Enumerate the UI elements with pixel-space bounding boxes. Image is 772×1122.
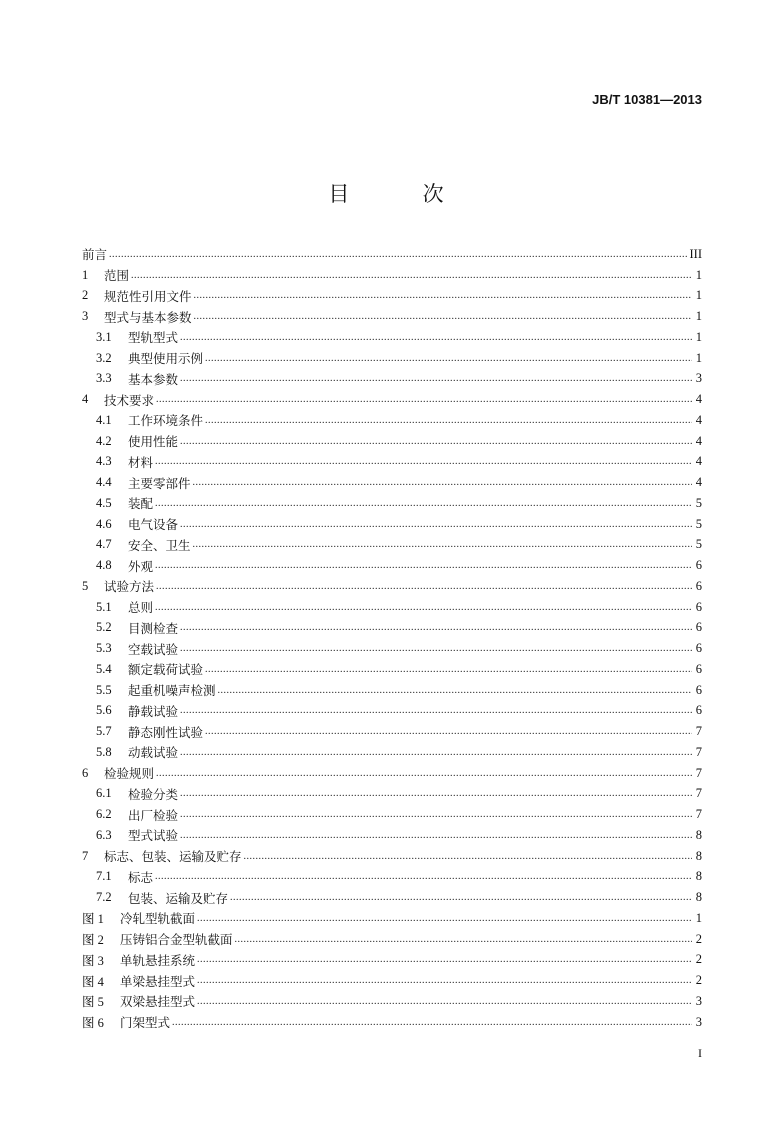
toc-entry[interactable] (82, 348, 702, 369)
dot-leader (180, 373, 692, 384)
dot-leader (131, 270, 692, 281)
toc-entry[interactable] (82, 493, 702, 514)
toc-entry-number: 5.7 (96, 724, 112, 739)
dot-leader (180, 788, 692, 799)
toc-entry-page: 1 (695, 288, 702, 303)
toc-entry-number: 6 (82, 765, 89, 780)
toc-entry[interactable] (82, 431, 702, 452)
toc-entry[interactable] (82, 846, 702, 867)
toc-entry-title: 规范性引用文件 (104, 289, 192, 304)
toc-entry-page: III (689, 246, 702, 261)
toc-entry-title: 型式与基本参数 (104, 310, 192, 325)
toc-entry-title: 工作环境条件 (128, 414, 204, 429)
toc-entry-page: 6 (695, 578, 702, 593)
toc-entry-title: 技术要求 (104, 393, 155, 408)
toc-entry-page: 7 (695, 724, 702, 739)
toc-entry-page: 3 (695, 993, 702, 1008)
toc-entry-page: 6 (695, 641, 702, 656)
toc-entry[interactable] (82, 763, 702, 784)
dot-leader (155, 871, 692, 882)
toc-entry-number: 5.8 (96, 744, 112, 759)
toc-entry[interactable] (82, 991, 702, 1012)
toc-entry[interactable] (82, 804, 702, 825)
toc-entry-title: 检验分类 (128, 787, 179, 802)
toc-entry-title: 出厂检验 (128, 808, 179, 823)
toc-entry-number: 4.2 (96, 433, 112, 448)
toc-entry-page: 8 (695, 869, 702, 884)
toc-entry-title: 安全、卫生 (128, 538, 191, 553)
toc-entry-title: 额定载荷试验 (128, 663, 204, 678)
dot-leader (205, 415, 692, 426)
toc-entry-page: 6 (695, 703, 702, 718)
dot-leader (244, 851, 692, 862)
toc-entry-number: 3.3 (96, 371, 112, 386)
dot-leader (109, 249, 687, 260)
toc-entry[interactable] (82, 1012, 702, 1033)
toc-entry[interactable] (82, 265, 702, 286)
toc-entry[interactable] (82, 597, 702, 618)
dot-leader (197, 954, 692, 965)
toc-entry-number: 5.5 (96, 682, 112, 697)
dot-leader (205, 353, 692, 364)
toc-entry-number: 图 2 (82, 933, 104, 948)
toc-entry[interactable] (82, 327, 702, 348)
table-of-contents (82, 244, 702, 1033)
dot-leader (172, 1017, 692, 1028)
toc-entry-title: 空载试验 (128, 642, 179, 657)
toc-entry-number: 3.1 (96, 329, 112, 344)
toc-entry-number: 图 5 (82, 995, 104, 1010)
toc-entry-number: 6.3 (96, 827, 112, 842)
dot-leader (155, 602, 692, 613)
toc-entry-title: 标志、包装、运输及贮存 (104, 850, 242, 865)
toc-entry-title: 起重机噪声检测 (128, 684, 216, 699)
toc-entry-page: 6 (695, 661, 702, 676)
toc-entry-page: 4 (695, 454, 702, 469)
toc-entry-page: 4 (695, 412, 702, 427)
toc-entry[interactable] (82, 950, 702, 971)
toc-entry-page: 4 (695, 475, 702, 490)
toc-entry[interactable] (82, 389, 702, 410)
toc-entry-page: 5 (695, 516, 702, 531)
toc-entry-number: 图 6 (82, 1016, 104, 1031)
toc-entry-number: 7 (82, 848, 89, 863)
toc-entry-page: 5 (695, 537, 702, 552)
toc-entry-page: 7 (695, 744, 702, 759)
toc-entry[interactable] (82, 929, 702, 950)
toc-entry[interactable] (82, 576, 702, 597)
dot-leader (180, 332, 692, 343)
toc-entry-number: 7.1 (96, 869, 112, 884)
toc-entry-number: 6.2 (96, 807, 112, 822)
toc-entry-title: 静态刚性试验 (128, 725, 204, 740)
toc-entry-number: 图 1 (82, 912, 104, 927)
toc-entry-title: 外观 (128, 559, 154, 574)
toc-entry-page: 7 (695, 765, 702, 780)
dot-leader (180, 622, 692, 633)
toc-entry[interactable] (82, 369, 702, 390)
dot-leader (205, 664, 692, 675)
dot-leader (155, 498, 692, 509)
toc-entry[interactable] (82, 286, 702, 307)
dot-leader (180, 705, 692, 716)
toc-entry-title: 总则 (128, 601, 154, 616)
toc-entry-title: 单梁悬挂型式 (120, 974, 196, 989)
toc-entry-title: 双梁悬挂型式 (120, 995, 196, 1010)
toc-entry-page: 6 (695, 558, 702, 573)
toc-entry-title: 单轨悬挂系统 (120, 953, 196, 968)
toc-entry-number: 5.4 (96, 661, 112, 676)
toc-entry[interactable] (82, 244, 702, 265)
toc-entry-title: 型式试验 (128, 829, 179, 844)
dot-leader (235, 934, 692, 945)
toc-entry-page: 1 (695, 309, 702, 324)
dot-leader (180, 809, 692, 820)
toc-entry-title: 冷轧型轨截面 (120, 912, 196, 927)
toc-entry-number: 图 4 (82, 974, 104, 989)
toc-entry-page: 1 (695, 910, 702, 925)
toc-entry-number: 6.1 (96, 786, 112, 801)
toc-entry-page: 2 (695, 952, 702, 967)
toc-entry-number: 图 3 (82, 953, 104, 968)
toc-entry[interactable] (82, 659, 702, 680)
toc-entry-number: 3 (82, 309, 89, 324)
toc-entry-title: 基本参数 (128, 372, 179, 387)
toc-entry-page: 1 (695, 329, 702, 344)
toc-entry[interactable] (82, 680, 702, 701)
toc-entry-page: 2 (695, 931, 702, 946)
toc-entry-page: 6 (695, 599, 702, 614)
toc-entry[interactable] (82, 825, 702, 846)
toc-entry[interactable] (82, 867, 702, 888)
dot-leader (193, 539, 692, 550)
dot-leader (180, 747, 692, 758)
toc-entry-title: 型轨型式 (128, 331, 179, 346)
toc-entry-title: 典型使用示例 (128, 352, 204, 367)
dot-leader (197, 913, 692, 924)
toc-entry[interactable] (82, 555, 702, 576)
dot-leader (197, 975, 692, 986)
toc-entry-page: 8 (695, 827, 702, 842)
dot-leader (156, 768, 692, 779)
toc-entry-page: 8 (695, 848, 702, 863)
toc-entry[interactable] (82, 410, 702, 431)
toc-entry-number: 7.2 (96, 890, 112, 905)
toc-entry-page: 6 (695, 682, 702, 697)
toc-entry-number: 4.8 (96, 558, 112, 573)
toc-entry-number: 5.3 (96, 641, 112, 656)
page-number: I (698, 1046, 702, 1060)
toc-entry-number: 4.4 (96, 475, 112, 490)
dot-leader (180, 436, 692, 447)
toc-entry-title: 静载试验 (128, 704, 179, 719)
toc-entry-page: 5 (695, 495, 702, 510)
toc-entry[interactable] (82, 452, 702, 473)
toc-entry-number: 4.7 (96, 537, 112, 552)
toc-entry[interactable] (82, 514, 702, 535)
dot-leader (156, 581, 692, 592)
toc-entry-title: 材料 (128, 455, 154, 470)
toc-entry-title: 动载试验 (128, 746, 179, 761)
dot-leader (230, 892, 692, 903)
dot-leader (155, 456, 692, 467)
toc-entry[interactable] (82, 638, 702, 659)
toc-entry-title: 主要零部件 (128, 476, 191, 491)
toc-entry[interactable] (82, 908, 702, 929)
page-title: 目 次 (328, 182, 478, 206)
toc-entry-number: 5.6 (96, 703, 112, 718)
toc-entry-title: 范围 (104, 269, 130, 284)
toc-entry-page: 7 (695, 786, 702, 801)
toc-entry[interactable] (82, 721, 702, 742)
toc-entry-page: 1 (695, 350, 702, 365)
toc-entry-number: 5.2 (96, 620, 112, 635)
toc-entry-number: 5.1 (96, 599, 112, 614)
dot-leader (205, 726, 692, 737)
toc-entry[interactable] (82, 618, 702, 639)
dot-leader (218, 685, 692, 696)
toc-entry-page: 8 (695, 890, 702, 905)
toc-entry-page: 2 (695, 973, 702, 988)
toc-entry-number: 4.3 (96, 454, 112, 469)
toc-entry-page: 3 (695, 371, 702, 386)
toc-entry[interactable] (82, 970, 702, 991)
toc-entry-number: 2 (82, 288, 89, 303)
toc-entry[interactable] (82, 472, 702, 493)
dot-leader (180, 830, 692, 841)
dot-leader (194, 290, 692, 301)
toc-entry-page: 6 (695, 620, 702, 635)
toc-entry-title: 装配 (128, 497, 154, 512)
toc-entry[interactable] (82, 742, 702, 763)
toc-entry-page: 4 (695, 392, 702, 407)
toc-entry[interactable] (82, 701, 702, 722)
toc-entry-number: 1 (82, 267, 89, 282)
dot-leader (156, 394, 692, 405)
toc-entry-title: 标志 (128, 870, 154, 885)
toc-entry-number: 3.2 (96, 350, 112, 365)
toc-entry-number: 4.6 (96, 516, 112, 531)
toc-entry-title: 包装、运输及贮存 (128, 891, 229, 906)
toc-entry[interactable] (82, 784, 702, 805)
toc-entry[interactable] (82, 535, 702, 556)
toc-entry-page: 1 (695, 267, 702, 282)
toc-entry-title: 使用性能 (128, 435, 179, 450)
dot-leader (193, 477, 692, 488)
dot-leader (194, 311, 692, 322)
dot-leader (197, 996, 692, 1007)
dot-leader (155, 560, 692, 571)
toc-entry-page: 7 (695, 807, 702, 822)
toc-entry-title: 门架型式 (120, 1016, 171, 1031)
toc-entry[interactable] (82, 306, 702, 327)
toc-entry-title: 前言 (82, 248, 108, 263)
toc-entry-title: 试验方法 (104, 580, 155, 595)
toc-entry-number: 4.5 (96, 495, 112, 510)
dot-leader (180, 519, 692, 530)
toc-entry-title: 压铸铝合金型轨截面 (120, 933, 233, 948)
toc-entry-number: 4 (82, 392, 89, 407)
document-code: JB/T 10381—2013 (592, 92, 702, 107)
toc-entry-page: 3 (695, 1014, 702, 1029)
toc-entry-number: 4.1 (96, 412, 112, 427)
toc-entry-title: 目测检查 (128, 621, 179, 636)
toc-entry-title: 检验规则 (104, 767, 155, 782)
toc-entry-page: 4 (695, 433, 702, 448)
toc-entry[interactable] (82, 887, 702, 908)
toc-entry-title: 电气设备 (128, 518, 179, 533)
toc-entry-number: 5 (82, 578, 89, 593)
dot-leader (180, 643, 692, 654)
